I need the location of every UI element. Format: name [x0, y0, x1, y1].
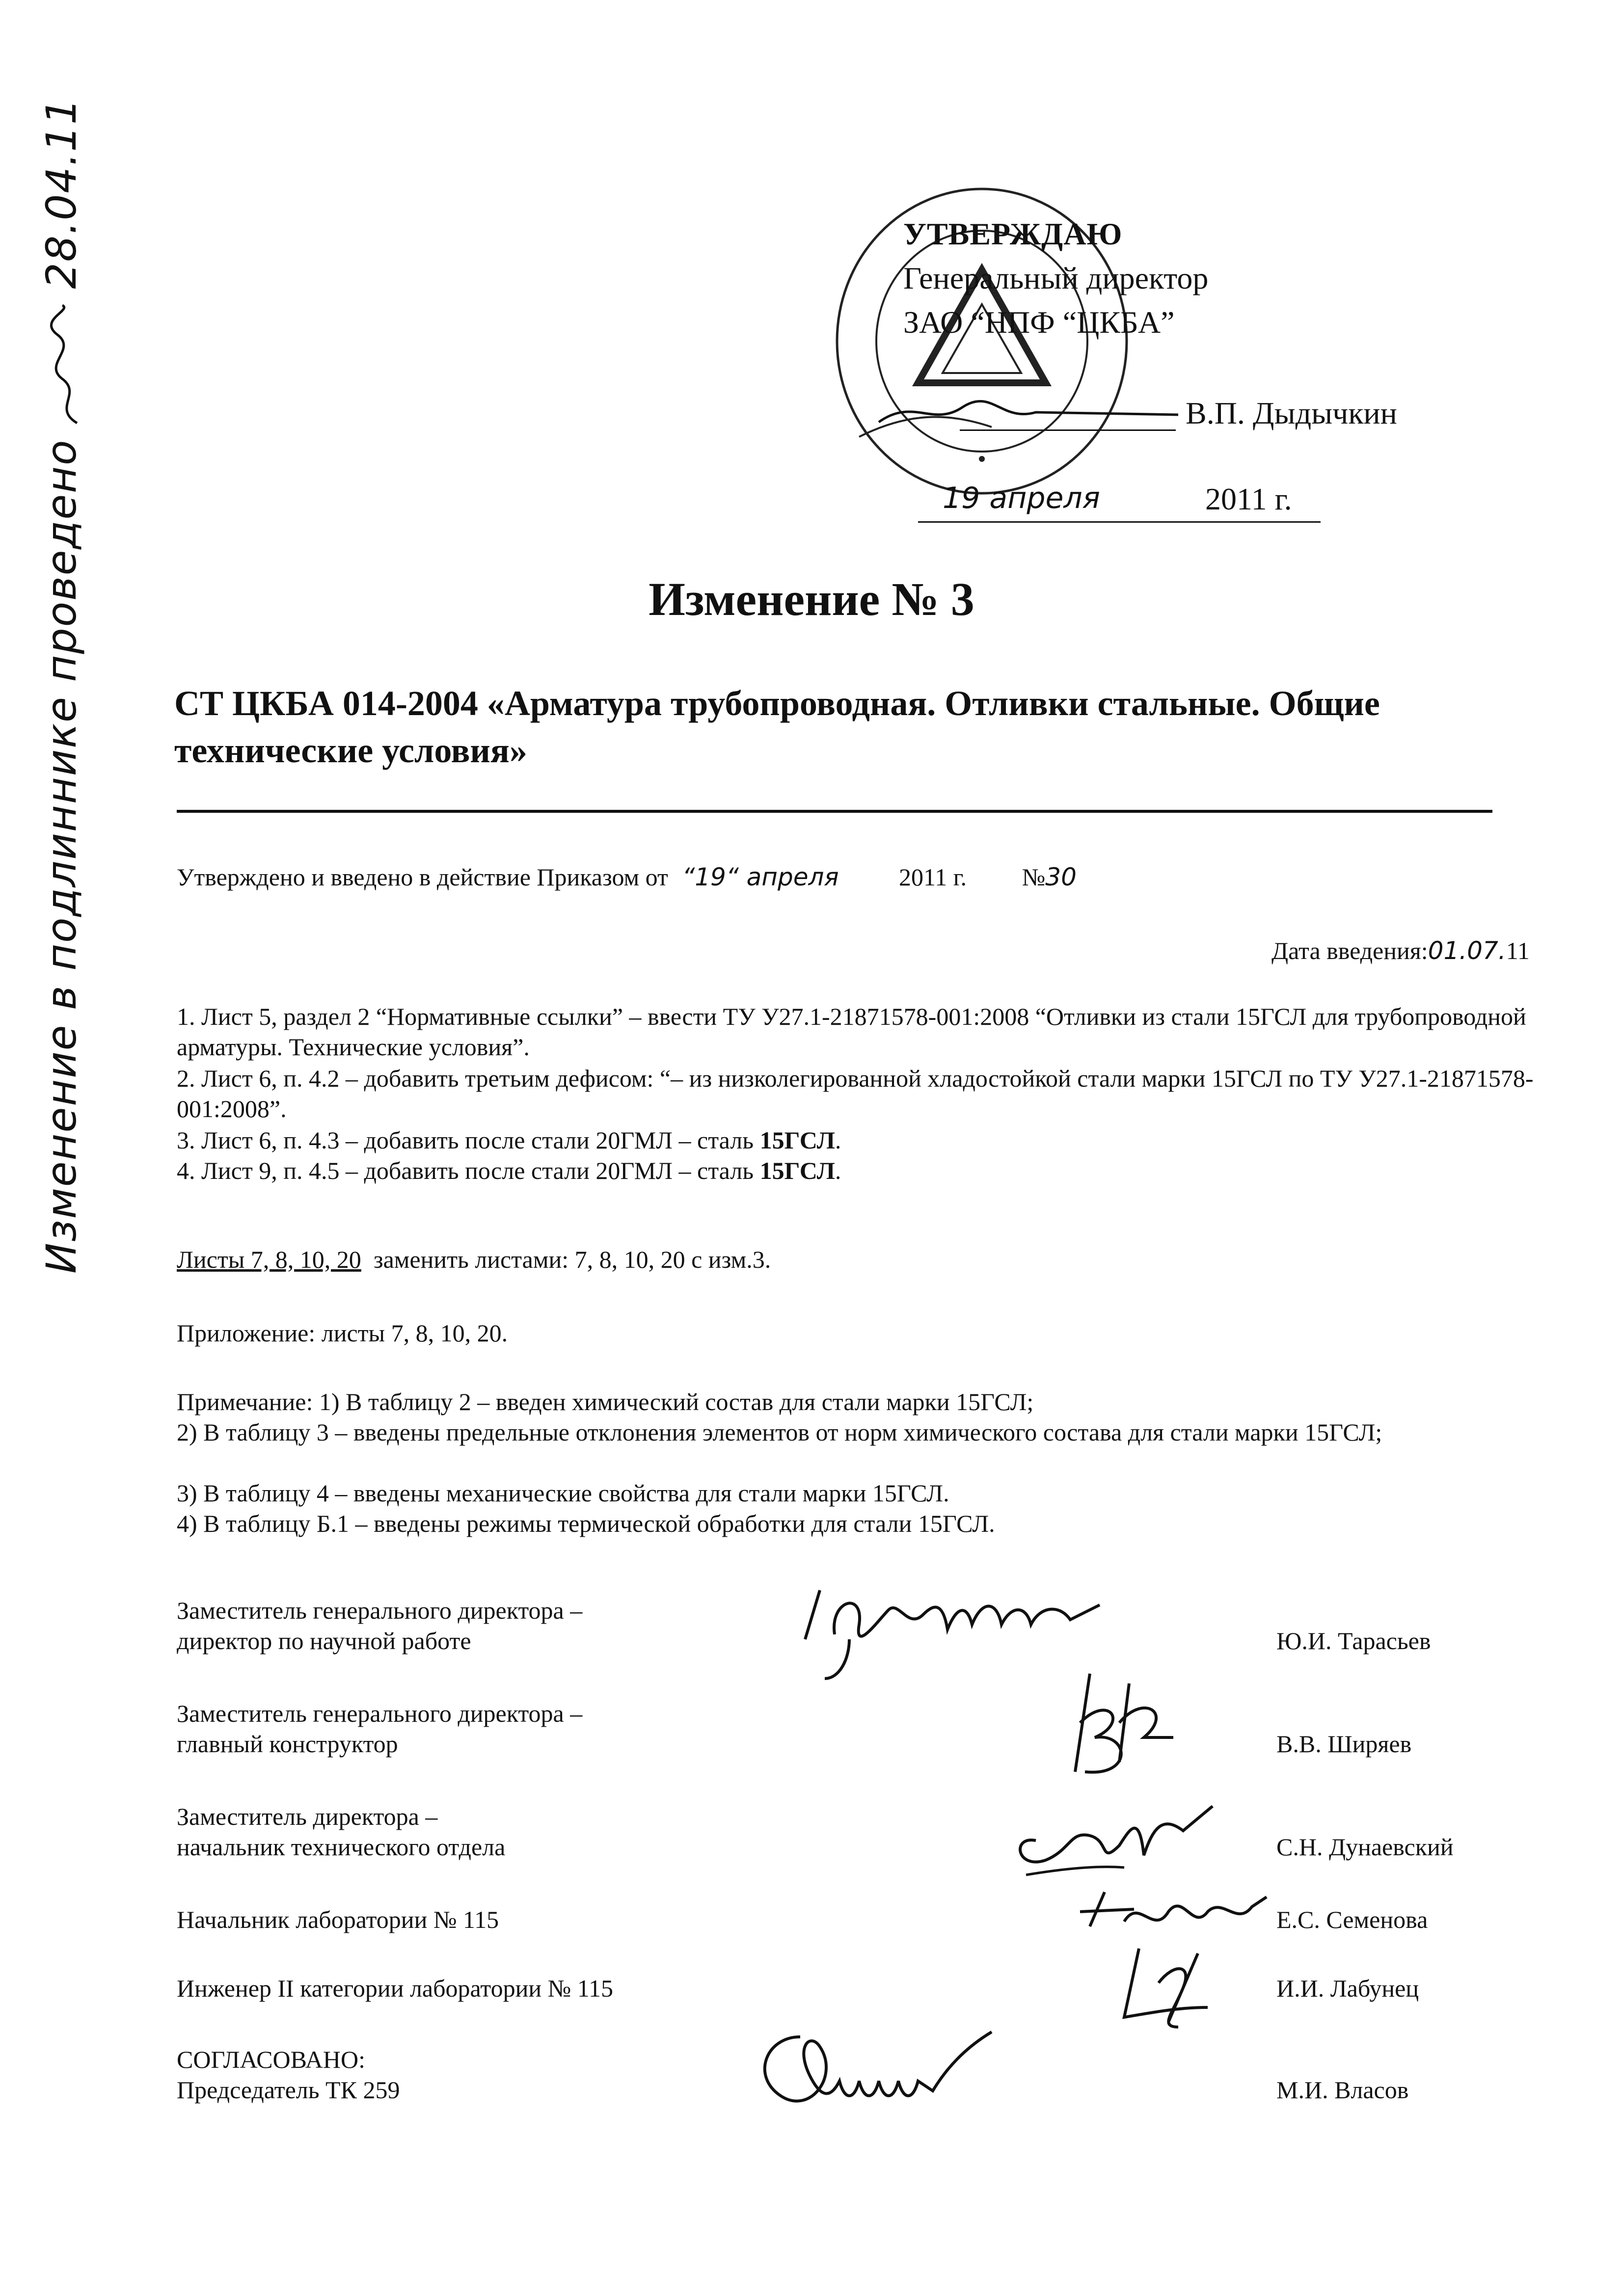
- order-year: 2011 г.: [899, 863, 967, 891]
- approval-position: Генеральный директор: [903, 261, 1209, 295]
- approval-date-line: [918, 521, 1321, 523]
- attachment: Приложение: листы 7, 8, 10, 20.: [177, 1319, 508, 1347]
- approval-organization: ЗАО “НПФ “ЦКБА”: [903, 305, 1175, 340]
- signatory-1-position-line1: Заместитель генерального директора –: [177, 1597, 583, 1624]
- order-line: [177, 861, 1077, 893]
- approval-date-handwritten: 19 апреля: [943, 481, 1100, 515]
- signatory-2-position-line2: главный конструктор: [177, 1730, 398, 1758]
- signatory-3-position-line1: Заместитель директора –: [177, 1803, 438, 1830]
- signatory-3-name: С.Н. Дунаевский: [1276, 1833, 1454, 1861]
- order-number-label: №: [1022, 863, 1046, 891]
- approval-name: В.П. Дыдычкин: [1186, 396, 1397, 430]
- change-item-1: 1. Лист 5, раздел 2 “Нормативные ссылки” – ввести ТУ У27.1-21871578-001:2008 “Отливки из стали 15ГСЛ для трубопроводной арматуры. Технические условия”.: [177, 1003, 1526, 1061]
- margin-note: [34, 47, 88, 1274]
- sheets-replace-rest: заменить листами: 7, 8, 10, 20 с изм.3.: [361, 1246, 771, 1273]
- signatory-3-signature: [997, 1787, 1222, 1887]
- change-item-3-text: 3. Лист 6, п. 4.3 – добавить после стали 20ГМЛ – сталь: [177, 1126, 760, 1154]
- order-number-handwritten: 30: [1045, 863, 1077, 891]
- signatory-2-signature: [1046, 1664, 1193, 1794]
- signatory-4-name: Е.С. Семенова: [1276, 1906, 1428, 1933]
- order-day-handwritten: “19“ апреля: [682, 863, 839, 891]
- margin-note-date: 28.04.11: [37, 97, 85, 289]
- document-subtitle: СТ ЦКБА 014-2004 «Арматура трубопроводная. Отливки стальные. Общие технические условия»: [174, 684, 1380, 770]
- change-item-4-text: 4. Лист 9, п. 4.5 – добавить после стали 20ГМЛ – сталь: [177, 1157, 760, 1184]
- change-item-4: [177, 1155, 1596, 1186]
- sheets-replace-underlined: Листы 7, 8, 10, 20: [177, 1246, 361, 1273]
- intro-date-handwritten: 01.07.: [1428, 936, 1506, 965]
- note-1: Примечание: 1) В таблицу 2 – введен химический состав для стали марки 15ГСЛ;: [177, 1388, 1034, 1415]
- note-2: 2) В таблицу 3 – введены предельные отклонения элементов от норм химического состава для стали марки 15ГСЛ;: [177, 1418, 1382, 1446]
- change-item-4-steel: 15ГСЛ: [759, 1157, 835, 1184]
- agreed-signature: [736, 2017, 1011, 2133]
- change-item-3-steel: 15ГСЛ: [759, 1126, 835, 1154]
- document-title: Изменение № 3: [649, 573, 974, 625]
- note-4: 4) В таблицу Б.1 – введены режимы термической обработки для стали 15ГСЛ.: [177, 1510, 995, 1537]
- signatory-5-position-line1: Инженер II категории лаборатории № 115: [177, 1975, 613, 2002]
- agreed-label: СОГЛАСОВАНО:: [177, 2046, 366, 2073]
- title-divider: [177, 810, 1492, 813]
- change-item-2: 2. Лист 6, п. 4.2 – добавить третьим дефисом: “– из низколегированной хладостойкой стали марки 15ГСЛ по ТУ У27.1-21871578-001:2008”.: [177, 1065, 1534, 1122]
- signatory-4-position-line1: Начальник лаборатории № 115: [177, 1906, 499, 1933]
- change-item-3-end: .: [835, 1126, 841, 1154]
- signatory-1-position-line2: директор по научной работе: [177, 1627, 471, 1655]
- note-3: 3) В таблицу 4 – введены механические свойства для стали марки 15ГСЛ.: [177, 1479, 949, 1507]
- intro-date-label: Дата введения:: [1271, 937, 1428, 964]
- approval-title: УТВЕРЖДАЮ: [903, 216, 1123, 251]
- signatory-5-signature: [1080, 1934, 1247, 2034]
- order-prefix: Утверждено и введено в действие Приказом от: [177, 863, 668, 891]
- margin-note-text: Изменение в подлиннике проведено: [37, 439, 85, 1274]
- approval-signature-line: [960, 429, 1176, 431]
- signatory-5-name: И.И. Лабунец: [1276, 1975, 1419, 2002]
- change-item-3: [177, 1125, 1596, 1155]
- sheets-replace: [177, 1244, 1596, 1275]
- signatory-2-name: В.В. Ширяев: [1276, 1730, 1412, 1758]
- intro-date: [1271, 935, 1530, 966]
- approval-year: 2011 г.: [1205, 481, 1292, 516]
- agreed-name: М.И. Власов: [1276, 2076, 1409, 2104]
- change-item-4-end: .: [835, 1157, 841, 1184]
- signatory-1-name: Ю.И. Тарасьев: [1276, 1627, 1431, 1655]
- margin-note-signature: [47, 300, 86, 428]
- intro-date-year: 11: [1506, 937, 1530, 964]
- signatory-3-position-line2: начальник технического отдела: [177, 1833, 506, 1861]
- agreed-position: Председатель ТК 259: [177, 2076, 400, 2104]
- signatory-2-position-line1: Заместитель генерального директора –: [177, 1700, 583, 1727]
